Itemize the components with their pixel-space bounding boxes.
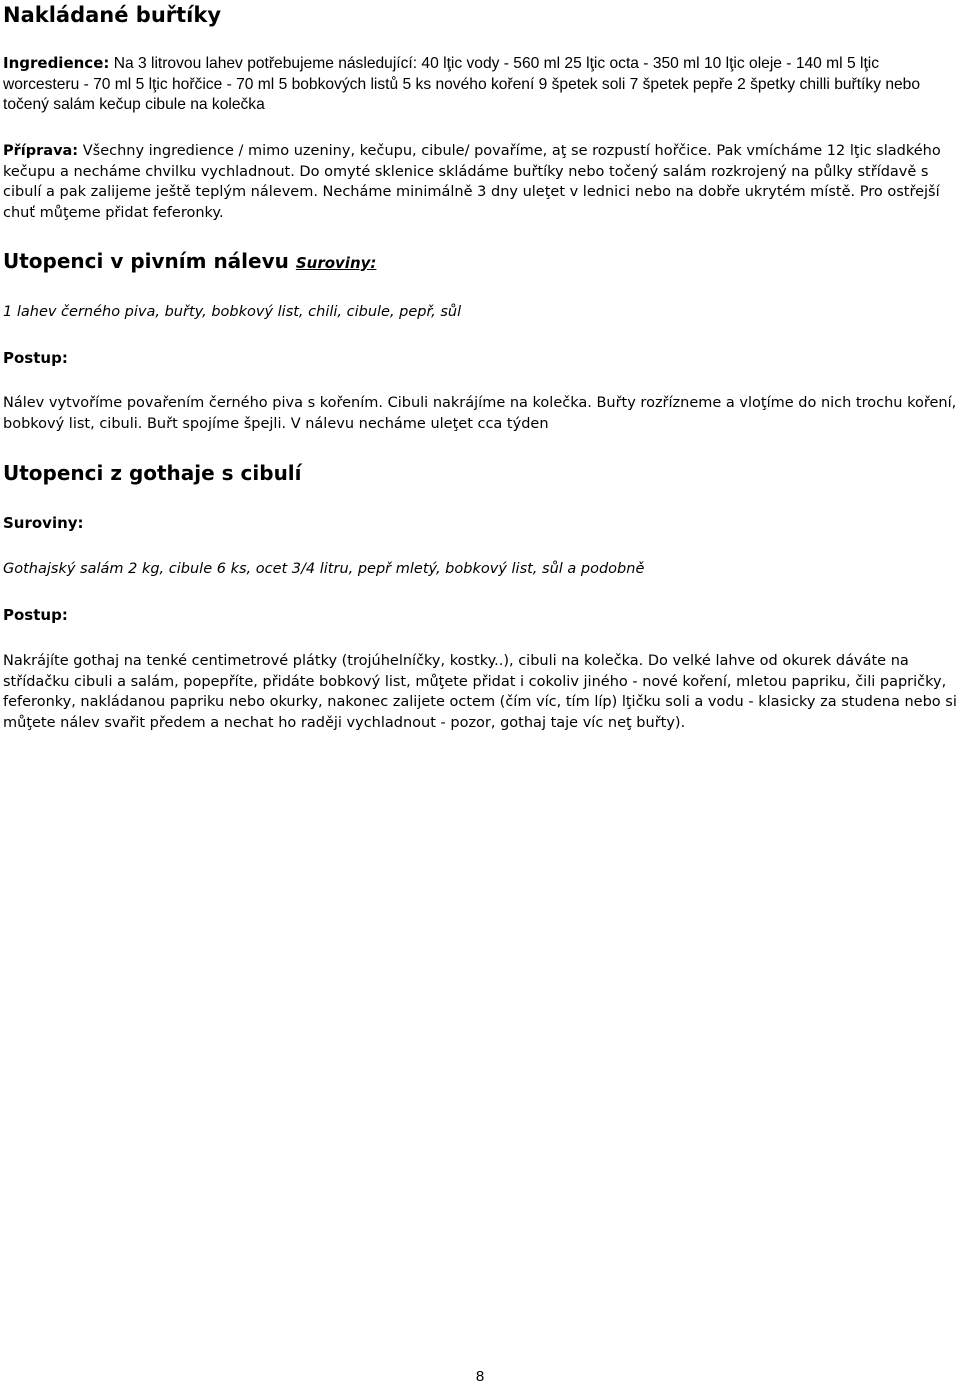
method-text: Nakrájíte gothaj na tenké centimetrové plátky (trojúhelníčky, kostky..), cibuli na kolečka. Do velké lahve od okurek dáváte na střídačku cibuli a salám, popepříte, přidáte bobkový list, můţete přidat i cokoliv jiného - nové koření, mletou papriku, čili papričky, feferonky, nakládanou papriku nebo okurky, nakonec zalijete octem (čím víc, tím líp) lţičku soli a vodu - klasicky za studena nebo si můţete nálev svařit předem a nechat ho raději vychladnout - pozor, gothaj taje víc neţ buřty). bbox=[3, 653, 957, 731]
recipe-header-utopenci-pivni bbox=[3, 248, 957, 276]
method-paragraph-gothaj bbox=[3, 651, 957, 733]
ingredients-list-text: 1 lahev černého piva, buřty, bobkový list, chili, cibule, pepř, sůl bbox=[3, 304, 462, 320]
method-text: Nálev vytvoříme povařením černého piva s kořením. Cibuli nakrájíme na kolečka. Buřty rozřízneme a vloţíme do nich trochu koření, bobkový list, cibuli. Buřt spojíme špejli. V nálevu necháme uleţet cca týden bbox=[3, 395, 957, 432]
preparation-paragraph bbox=[3, 141, 957, 223]
method-paragraph-pivni bbox=[3, 393, 957, 434]
ingredients-list-text: Gothajský salám 2 kg, cibule 6 ks, ocet 3/4 litru, pepř mletý, bobkový list, sůl a podobně bbox=[3, 561, 645, 577]
ingredients-list-pivni bbox=[3, 302, 957, 322]
recipe-header-utopenci-gothaj bbox=[3, 460, 957, 486]
ingredients-text bbox=[3, 53, 957, 116]
method-label: Postup: bbox=[3, 349, 68, 367]
ingredients-label: Ingredience: bbox=[3, 54, 110, 72]
recipe-title-utopenci-gothaj: Utopenci z gothaje s cibulí bbox=[3, 461, 302, 485]
ingredients-body: Na 3 litrovou lahev potřebujeme následující: 40 lţic vody - 560 ml 25 lţic octa - 350 ml 10 lţic oleje - 140 ml 5 lţic worcesteru - 70 ml 5 lţic hořčice - 70 ml 5 bobkových listů 5 ks nového koření 9 špetek soli 7 špetek pepře 2 špetky chilli buřtíky nebo točený salám kečup cibule na kolečka bbox=[3, 55, 921, 113]
ingredients-paragraph bbox=[3, 53, 957, 116]
recipe-title-naklada-burtiky: Nakládané buřtíky bbox=[3, 3, 222, 27]
suroviny-label: Suroviny: bbox=[3, 514, 84, 532]
recipe-title-text: Utopenci v pivním nálevu bbox=[3, 249, 289, 273]
page-number: 8 bbox=[475, 1368, 485, 1385]
suroviny-label-block bbox=[3, 513, 957, 533]
method-label-block bbox=[3, 605, 957, 625]
recipe-title-utopenci-pivni bbox=[3, 248, 957, 276]
ingredients-list-gothaj bbox=[3, 559, 957, 579]
method-label-block bbox=[3, 348, 957, 368]
preparation-label: Příprava: bbox=[3, 143, 79, 159]
inline-suroviny-label: Suroviny: bbox=[295, 254, 377, 272]
preparation-body: Všechny ingredience / mimo uzeniny, kečupu, cibule/ povaříme, aţ se rozpustí hořčice. Pak vmícháme 12 lţic sladkého kečupu a necháme chvilku vychladnout. Do omyté sklenice skládáme buřtíky nebo točený salám rozkrojený na půlky střídavě s cibulí a pak zalijeme ještě teplým nálevem. Necháme minimálně 3 dny uleţet v lednici nebo na dobře ukrytém místě. Pro ostřejší chuť můţeme přidat feferonky. bbox=[3, 143, 941, 221]
preparation-text bbox=[3, 141, 957, 223]
method-label: Postup: bbox=[3, 606, 68, 624]
